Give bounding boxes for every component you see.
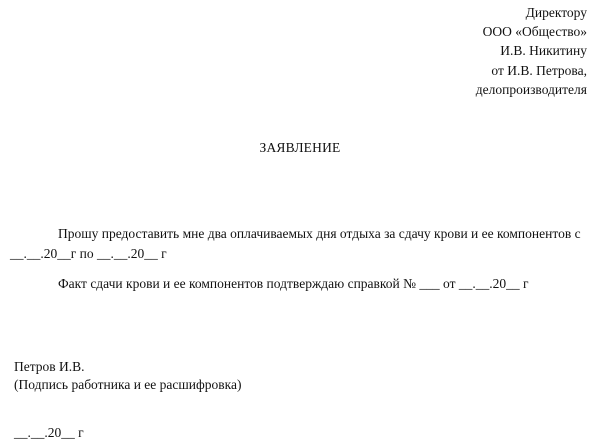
document-title: ЗАЯВЛЕНИЕ	[259, 140, 341, 155]
request-text-line-1: Прошу предоставить мне два оплачиваемых дня отдыха за сдачу крови и ее компонентов с	[58, 226, 581, 241]
addressee-name: И.В. Никитину	[500, 43, 587, 59]
signature-caption: (Подпись работника и ее расшифровка)	[14, 377, 242, 392]
sender-name: от И.В. Петрова,	[491, 62, 587, 78]
signature-name: Петров И.В.	[14, 359, 85, 374]
addressee-position: Директору	[525, 5, 587, 20]
addressee-organization: ООО «Общество»	[482, 24, 587, 40]
request-text-line-2: __.__.20__г по __.__.20__ г	[10, 246, 167, 261]
signature-date: __.__.20__ г	[14, 425, 84, 440]
confirmation-text: Факт сдачи крови и ее компонентов подтверждаю справкой № ___ от __.__.20__ г	[58, 276, 529, 291]
addressee-block	[476, 3, 587, 99]
sender-position: делопроизводителя	[475, 81, 587, 97]
